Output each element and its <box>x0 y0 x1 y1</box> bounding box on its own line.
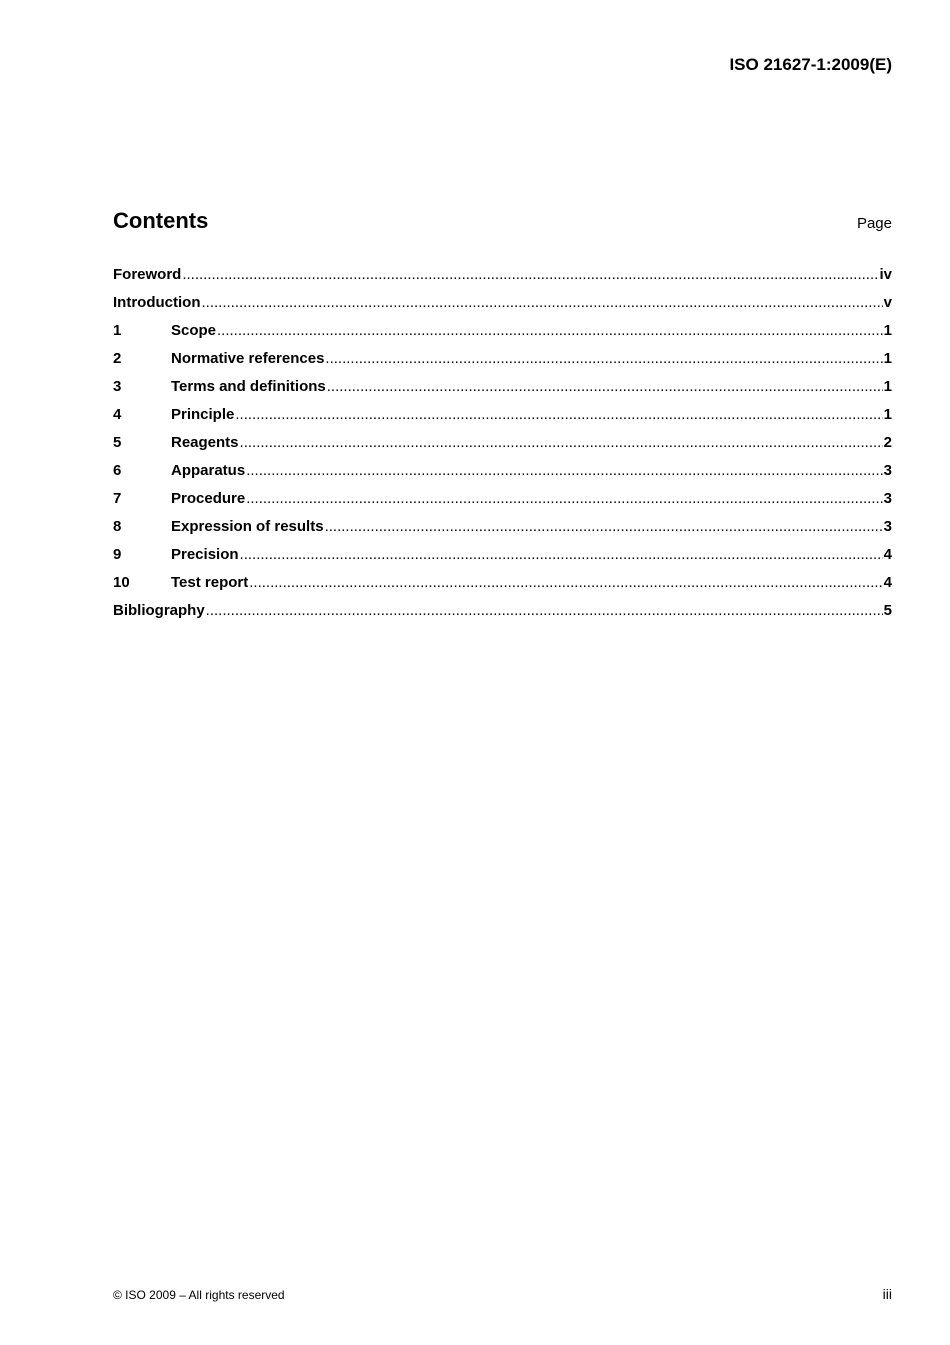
toc-entry-title: Foreword <box>113 266 182 283</box>
footer-copyright: © ISO 2009 – All rights reserved <box>113 1288 285 1302</box>
toc-leader-dots <box>246 490 882 507</box>
toc-leader-dots <box>249 574 882 591</box>
toc-entry-title: Terms and definitions <box>171 378 326 395</box>
toc-leader-dots <box>325 518 883 535</box>
toc-entry-page: 1 <box>883 350 892 367</box>
toc-entry-page: 4 <box>883 574 892 591</box>
toc-entry-page: 1 <box>883 378 892 395</box>
toc-leader-dots <box>327 378 883 395</box>
toc-entry-page: 4 <box>883 546 892 563</box>
toc-leader-dots <box>240 434 883 451</box>
toc-entry-bibliography[interactable] <box>113 602 892 630</box>
toc-entry-number: 3 <box>113 378 122 395</box>
toc-leader-dots <box>182 266 878 283</box>
toc-entry-number: 9 <box>113 546 122 563</box>
toc-entry-page: v <box>883 294 892 311</box>
toc-entry-precision[interactable] <box>113 546 892 574</box>
toc-leader-dots <box>235 406 882 423</box>
toc-leader-dots <box>325 350 882 367</box>
toc-entry-normative-references[interactable] <box>113 350 892 378</box>
toc-entry-apparatus[interactable] <box>113 462 892 490</box>
toc-entry-foreword[interactable] <box>113 266 892 294</box>
toc-entry-page: 5 <box>883 602 892 619</box>
toc-entry-test-report[interactable] <box>113 574 892 602</box>
toc-entry-title: Test report <box>171 574 249 591</box>
contents-heading-row <box>113 208 892 238</box>
toc-entry-title: Reagents <box>171 434 239 451</box>
toc-entry-page: 3 <box>883 462 892 479</box>
toc-entry-page: 2 <box>883 434 892 451</box>
footer-page-number: iii <box>882 1286 892 1302</box>
toc-entry-number: 4 <box>113 406 122 423</box>
toc-entry-number: 8 <box>113 518 122 535</box>
toc-entry-page: iv <box>879 266 892 283</box>
toc-entry-number: 10 <box>113 574 130 591</box>
toc-entry-number: 2 <box>113 350 122 367</box>
toc-entry-title: Procedure <box>171 490 246 507</box>
toc-entry-principle[interactable] <box>113 406 892 434</box>
table-of-contents <box>113 266 892 630</box>
toc-leader-dots <box>240 546 883 563</box>
toc-entry-page: 1 <box>883 322 892 339</box>
toc-entry-number: 7 <box>113 490 122 507</box>
toc-entry-title: Expression of results <box>171 518 324 535</box>
toc-entry-terms-and-definitions[interactable] <box>113 378 892 406</box>
toc-entry-title: Precision <box>171 546 239 563</box>
toc-entry-page: 3 <box>883 490 892 507</box>
toc-leader-dots <box>217 322 883 339</box>
toc-entry-number: 1 <box>113 322 122 339</box>
toc-entry-title: Introduction <box>113 294 201 311</box>
toc-entry-title: Principle <box>171 406 235 423</box>
toc-entry-reagents[interactable] <box>113 434 892 462</box>
toc-entry-procedure[interactable] <box>113 490 892 518</box>
toc-leader-dots <box>246 462 882 479</box>
toc-entry-title: Bibliography <box>113 602 205 619</box>
page-column-label: Page <box>856 215 892 232</box>
contents-title: Contents <box>113 208 209 233</box>
toc-entry-page: 1 <box>883 406 892 423</box>
toc-entry-number: 6 <box>113 462 122 479</box>
toc-entry-page: 3 <box>883 518 892 535</box>
document-id: ISO 21627-1:2009(E) <box>729 55 892 74</box>
toc-entry-title: Scope <box>171 322 217 339</box>
toc-entry-number: 5 <box>113 434 122 451</box>
toc-entry-title: Normative references <box>171 350 325 367</box>
toc-entry-title: Apparatus <box>171 462 246 479</box>
toc-entry-introduction[interactable] <box>113 294 892 322</box>
toc-entry-expression-of-results[interactable] <box>113 518 892 546</box>
toc-leader-dots <box>201 294 882 311</box>
toc-entry-scope[interactable] <box>113 322 892 350</box>
toc-leader-dots <box>206 602 883 619</box>
